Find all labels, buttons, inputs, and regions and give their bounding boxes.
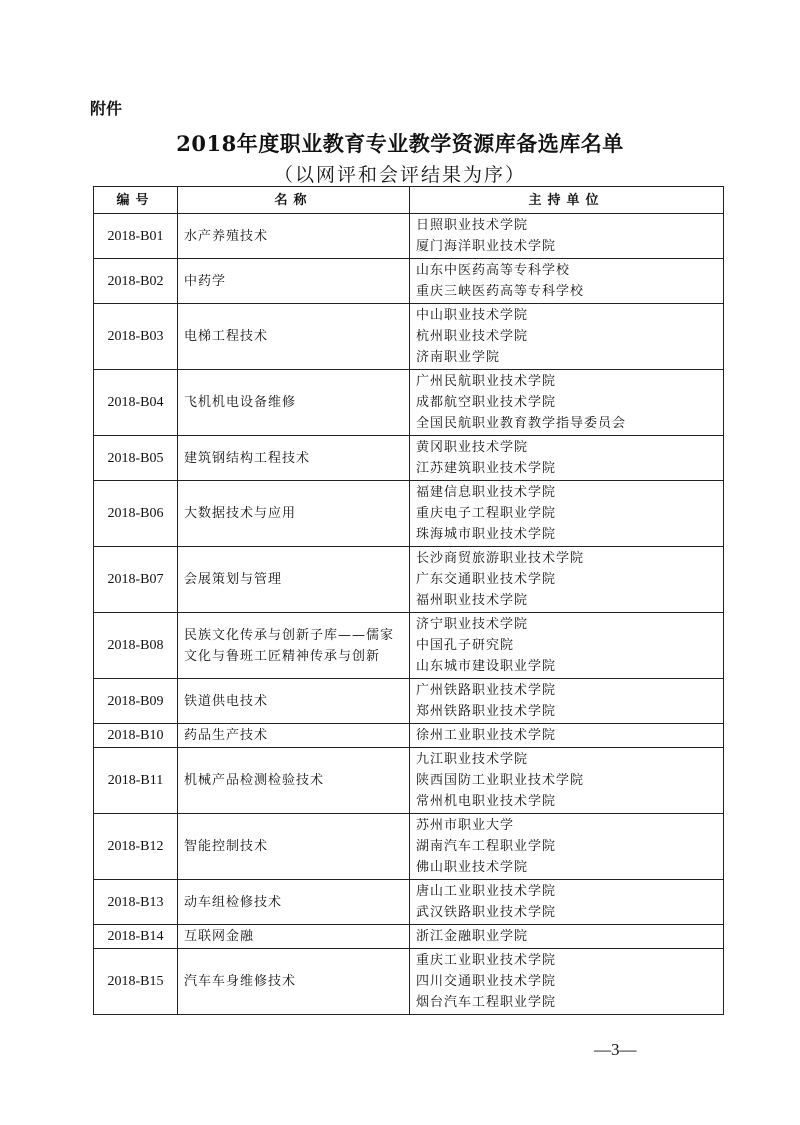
header-code: 编号: [94, 187, 178, 214]
host-unit: 武汉铁路职业技术学院: [416, 905, 557, 920]
host-unit: 烟台汽车工程职业学院: [416, 995, 557, 1010]
row-code: 2018-B03: [94, 304, 178, 370]
host-unit: 中山职业技术学院: [416, 308, 529, 323]
host-unit: 重庆电子工程职业学院: [416, 506, 557, 521]
host-unit: 江苏建筑职业技术学院: [416, 461, 557, 476]
row-host-units: [410, 304, 724, 370]
row-code: 2018-B06: [94, 481, 178, 547]
row-host-units: [410, 925, 724, 949]
host-unit: 山东中医药高等专科学校: [416, 263, 571, 278]
table-row: [94, 259, 724, 304]
row-host-units: [410, 613, 724, 679]
host-unit: 山东城市建设职业学院: [416, 659, 557, 674]
row-host-units: [410, 814, 724, 880]
host-unit: 广东交通职业技术学院: [416, 572, 557, 587]
header-name: 名称: [178, 187, 410, 214]
table-row: [94, 925, 724, 949]
row-resource-name: 飞机机电设备维修: [178, 370, 410, 436]
host-unit: 重庆工业职业技术学院: [416, 953, 557, 968]
row-code: 2018-B14: [94, 925, 178, 949]
row-host-units: [410, 547, 724, 613]
host-unit: 长沙商贸旅游职业技术学院: [416, 551, 585, 566]
host-unit: 日照职业技术学院: [416, 218, 529, 233]
table-row: [94, 880, 724, 925]
row-host-units: [410, 436, 724, 481]
row-resource-name: 民族文化传承与创新子库——儒家文化与鲁班工匠精神传承与创新: [178, 613, 410, 679]
host-unit: 黄冈职业技术学院: [416, 440, 529, 455]
row-host-units: [410, 880, 724, 925]
host-unit: 广州铁路职业技术学院: [416, 683, 557, 698]
row-resource-name: 中药学: [178, 259, 410, 304]
table-row: [94, 814, 724, 880]
row-host-units: [410, 214, 724, 259]
row-resource-name: 智能控制技术: [178, 814, 410, 880]
host-unit: 佛山职业技术学院: [416, 860, 529, 875]
row-resource-name: 水产养殖技术: [178, 214, 410, 259]
table-body: [94, 214, 724, 1015]
attachment-label: 附件: [90, 99, 123, 118]
row-resource-name: 互联网金融: [178, 925, 410, 949]
row-code: 2018-B12: [94, 814, 178, 880]
row-resource-name: 机械产品检测检验技术: [178, 748, 410, 814]
document-subtitle: （以网评和会评结果为序）: [273, 164, 526, 186]
host-unit: 珠海城市职业技术学院: [416, 527, 557, 542]
host-unit: 广州民航职业技术学院: [416, 374, 557, 389]
host-unit: 徐州工业职业技术学院: [416, 728, 557, 743]
host-unit: 杭州职业技术学院: [416, 329, 529, 344]
host-unit: 四川交通职业技术学院: [416, 974, 557, 989]
row-host-units: [410, 724, 724, 748]
table-row: [94, 949, 724, 1015]
row-host-units: [410, 259, 724, 304]
table-row: [94, 724, 724, 748]
row-host-units: [410, 481, 724, 547]
row-code: 2018-B01: [94, 214, 178, 259]
host-unit: 济南职业学院: [416, 350, 501, 365]
host-unit: 成都航空职业技术学院: [416, 395, 557, 410]
row-host-units: [410, 949, 724, 1015]
row-resource-name: 电梯工程技术: [178, 304, 410, 370]
row-code: 2018-B04: [94, 370, 178, 436]
row-resource-name: 铁道供电技术: [178, 679, 410, 724]
row-code: 2018-B11: [94, 748, 178, 814]
table-row: [94, 613, 724, 679]
host-unit: 福州职业技术学院: [416, 593, 529, 608]
table-row: [94, 481, 724, 547]
document-title: 2018年度职业教育专业教学资源库备选库名单: [176, 131, 624, 156]
table-row: [94, 436, 724, 481]
table-header-row: [94, 187, 724, 214]
host-unit: 陕西国防工业职业技术学院: [416, 773, 585, 788]
row-host-units: [410, 370, 724, 436]
row-resource-name: 会展策划与管理: [178, 547, 410, 613]
row-host-units: [410, 679, 724, 724]
row-code: 2018-B05: [94, 436, 178, 481]
host-unit: 浙江金融职业学院: [416, 929, 529, 944]
row-code: 2018-B07: [94, 547, 178, 613]
row-code: 2018-B13: [94, 880, 178, 925]
row-code: 2018-B09: [94, 679, 178, 724]
table-row: [94, 547, 724, 613]
candidate-list-table: [93, 186, 724, 1015]
row-resource-name: 汽车车身维修技术: [178, 949, 410, 1015]
table-row: [94, 748, 724, 814]
row-code: 2018-B02: [94, 259, 178, 304]
host-unit: 济宁职业技术学院: [416, 617, 529, 632]
host-unit: 中国孔子研究院: [416, 638, 515, 653]
host-unit: 常州机电职业技术学院: [416, 794, 557, 809]
host-unit: 福建信息职业技术学院: [416, 485, 557, 500]
table-row: [94, 304, 724, 370]
host-unit: 重庆三峡医药高等专科学校: [416, 284, 585, 299]
host-unit: 郑州铁路职业技术学院: [416, 704, 557, 719]
row-code: 2018-B08: [94, 613, 178, 679]
table-row: [94, 214, 724, 259]
host-unit: 九江职业技术学院: [416, 752, 529, 767]
row-resource-name: 药品生产技术: [178, 724, 410, 748]
host-unit: 唐山工业职业技术学院: [416, 884, 557, 899]
row-code: 2018-B15: [94, 949, 178, 1015]
host-unit: 湖南汽车工程职业学院: [416, 839, 557, 854]
table-row: [94, 679, 724, 724]
header-units: 主持单位: [410, 187, 724, 214]
row-resource-name: 建筑钢结构工程技术: [178, 436, 410, 481]
row-code: 2018-B10: [94, 724, 178, 748]
row-resource-name: 动车组检修技术: [178, 880, 410, 925]
host-unit: 苏州市职业大学: [416, 818, 515, 833]
row-host-units: [410, 748, 724, 814]
row-resource-name: 大数据技术与应用: [178, 481, 410, 547]
table-row: [94, 370, 724, 436]
host-unit: 全国民航职业教育教学指导委员会: [416, 416, 627, 431]
host-unit: 厦门海洋职业技术学院: [416, 239, 557, 254]
page-number: —3—: [594, 1040, 637, 1059]
